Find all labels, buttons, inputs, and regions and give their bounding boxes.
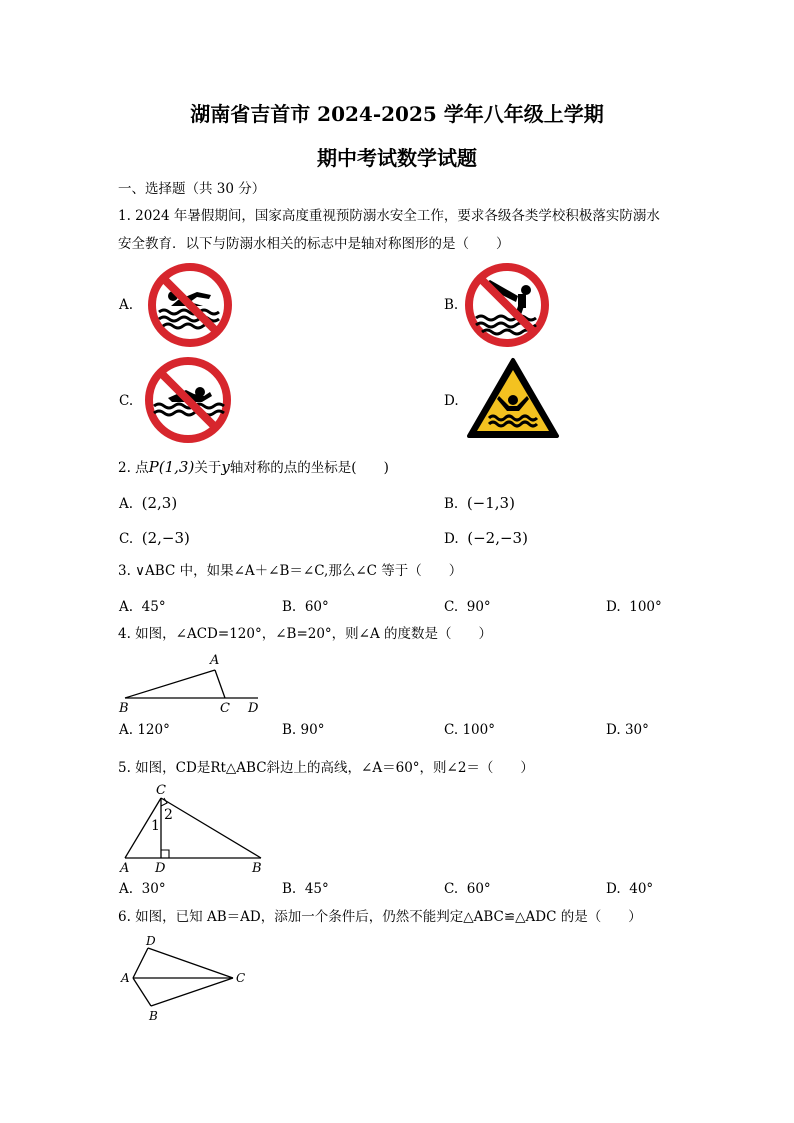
q3-option-c [444, 598, 491, 616]
q4-label-d: D [248, 701, 259, 714]
q2-option-b-value: (−1,3) [466, 494, 515, 512]
q6-stem: 6. 如图，已知 AB＝AD，添加一个条件后，仍然不能判定△ABC≌△ADC 的是（ ） [118, 909, 642, 925]
page-subtitle: 期中考试数学试题 [317, 146, 477, 170]
q6-figure-kite [115, 932, 255, 1024]
q5-option-c [444, 880, 491, 898]
q2-stem-prefix: 2. 点 [118, 460, 149, 476]
q1-option-a-label: A. [119, 297, 134, 313]
q5-option-a [119, 880, 166, 898]
q4-line-ba [125, 670, 215, 698]
q5-label-2: 2 [164, 807, 173, 823]
q5-label-c: C [156, 783, 166, 798]
no-swimming-sign-icon [145, 262, 235, 348]
q6-label-a: A [121, 971, 130, 985]
q3-option-b-value: 60° [304, 599, 329, 615]
q4-option-c-value: 100° [462, 722, 495, 738]
q5-right-angle-mark [161, 850, 169, 858]
q1-stem-line1: 1. 2024 年暑假期间，国家高度重视预防溺水安全工作，要求各级各类学校积极落实防溺水 [118, 208, 660, 224]
q2-stem-suffix: 轴对称的点的坐标是( ) [229, 460, 389, 476]
q1-option-c-label: C. [119, 393, 134, 409]
q4-option-b-value: 90° [300, 722, 325, 738]
q5-option-c-label: C. [444, 881, 459, 897]
q4-option-a-label: A. [119, 722, 134, 738]
no-swimming-wave-sign-icon [142, 356, 234, 444]
q5-figure-right-triangle [115, 782, 275, 876]
q2-axis: y [221, 458, 230, 476]
q3-option-c-label: C. [444, 599, 459, 615]
q5-option-c-value: 60° [466, 881, 491, 897]
q1-stem-line2: 安全教育．以下与防溺水相关的标志中是轴对称图形的是（ ） [118, 236, 510, 252]
q6-label-c: C [236, 971, 246, 985]
q3-option-a-value: 45° [141, 599, 166, 615]
q4-option-d-label: D. [606, 722, 621, 738]
q5-label-d: D [155, 861, 166, 876]
q5-option-a-label: A. [119, 881, 134, 897]
q4-option-c [444, 721, 495, 739]
q4-label-b: B [119, 701, 129, 714]
section-heading: 一、选择题（共 30 分） [118, 181, 266, 197]
q2-option-d-value: (−2,−3) [467, 529, 528, 547]
page-title: 湖南省吉首市 2024-2025 学年八年级上学期 [190, 102, 604, 126]
q5-label-a: A [120, 861, 130, 876]
q4-option-b-label: B. [282, 722, 297, 738]
q3-option-b-label: B. [282, 599, 297, 615]
q2-stem [118, 458, 389, 477]
q6-label-b: B [149, 1009, 158, 1023]
q2-option-c-label: C. [119, 531, 134, 547]
q4-option-c-label: C. [444, 722, 459, 738]
q2-option-a-value: (2,3) [141, 494, 178, 512]
q4-label-c: C [220, 701, 230, 714]
q3-option-a-label: A. [119, 599, 134, 615]
q5-option-a-value: 30° [141, 881, 166, 897]
q2-option-d [444, 529, 528, 548]
q4-option-d-value: 30° [624, 722, 649, 738]
no-diving-sign-icon [462, 262, 552, 348]
q3-option-d [606, 598, 662, 616]
q2-option-b-label: B. [444, 496, 459, 512]
q5-option-d-value: 40° [629, 881, 654, 897]
q5-option-b [282, 880, 329, 898]
q1-option-d-label: D. [444, 393, 459, 409]
q3-option-b [282, 598, 329, 616]
q2-stem-mid: 关于 [194, 460, 222, 476]
q6-line-ad [133, 948, 148, 978]
q1-option-b-label: B. [444, 297, 459, 313]
q5-line-cb [161, 798, 261, 858]
q3-option-d-label: D. [606, 599, 621, 615]
q4-figure-triangle [115, 650, 265, 714]
q2-option-c-value: (2,−3) [141, 529, 190, 547]
q2-option-d-label: D. [444, 531, 459, 547]
q6-label-d: D [146, 934, 156, 948]
q5-label-1: 1 [151, 818, 160, 834]
q2-option-a [119, 494, 177, 513]
q5-option-d-label: D. [606, 881, 621, 897]
q3-option-c-value: 90° [466, 599, 491, 615]
q4-option-d [606, 721, 649, 739]
q3-stem: 3. ∨ABC 中，如果∠A＋∠B＝∠C,那么∠C 等于（ ） [118, 563, 463, 579]
q2-option-b [444, 494, 515, 513]
drowning-warning-sign-icon [465, 356, 561, 442]
q6-line-bc [151, 978, 233, 1006]
q5-option-b-label: B. [282, 881, 297, 897]
q4-option-b [282, 721, 324, 739]
q5-option-d [606, 880, 653, 898]
q3-option-d-value: 100° [629, 599, 662, 615]
q5-option-b-value: 45° [304, 881, 329, 897]
q2-point: P(1,3) [148, 458, 195, 476]
q5-stem: 5. 如图，CD是Rt△ABC斜边上的高线，∠A＝60°，则∠2＝（ ） [118, 760, 534, 776]
q4-stem: 4. 如图，∠ACD=120°，∠B=20°，则∠A 的度数是（ ） [118, 626, 493, 642]
q2-option-a-label: A. [119, 496, 134, 512]
q3-option-a [119, 598, 166, 616]
q4-label-a: A [210, 653, 220, 668]
q6-line-dc [148, 948, 233, 978]
q4-option-a-value: 120° [137, 722, 170, 738]
q4-option-a [119, 721, 170, 739]
q4-line-ac [215, 670, 225, 698]
q5-label-b: B [252, 861, 262, 876]
q2-option-c [119, 529, 190, 548]
q6-line-ab [133, 978, 151, 1006]
